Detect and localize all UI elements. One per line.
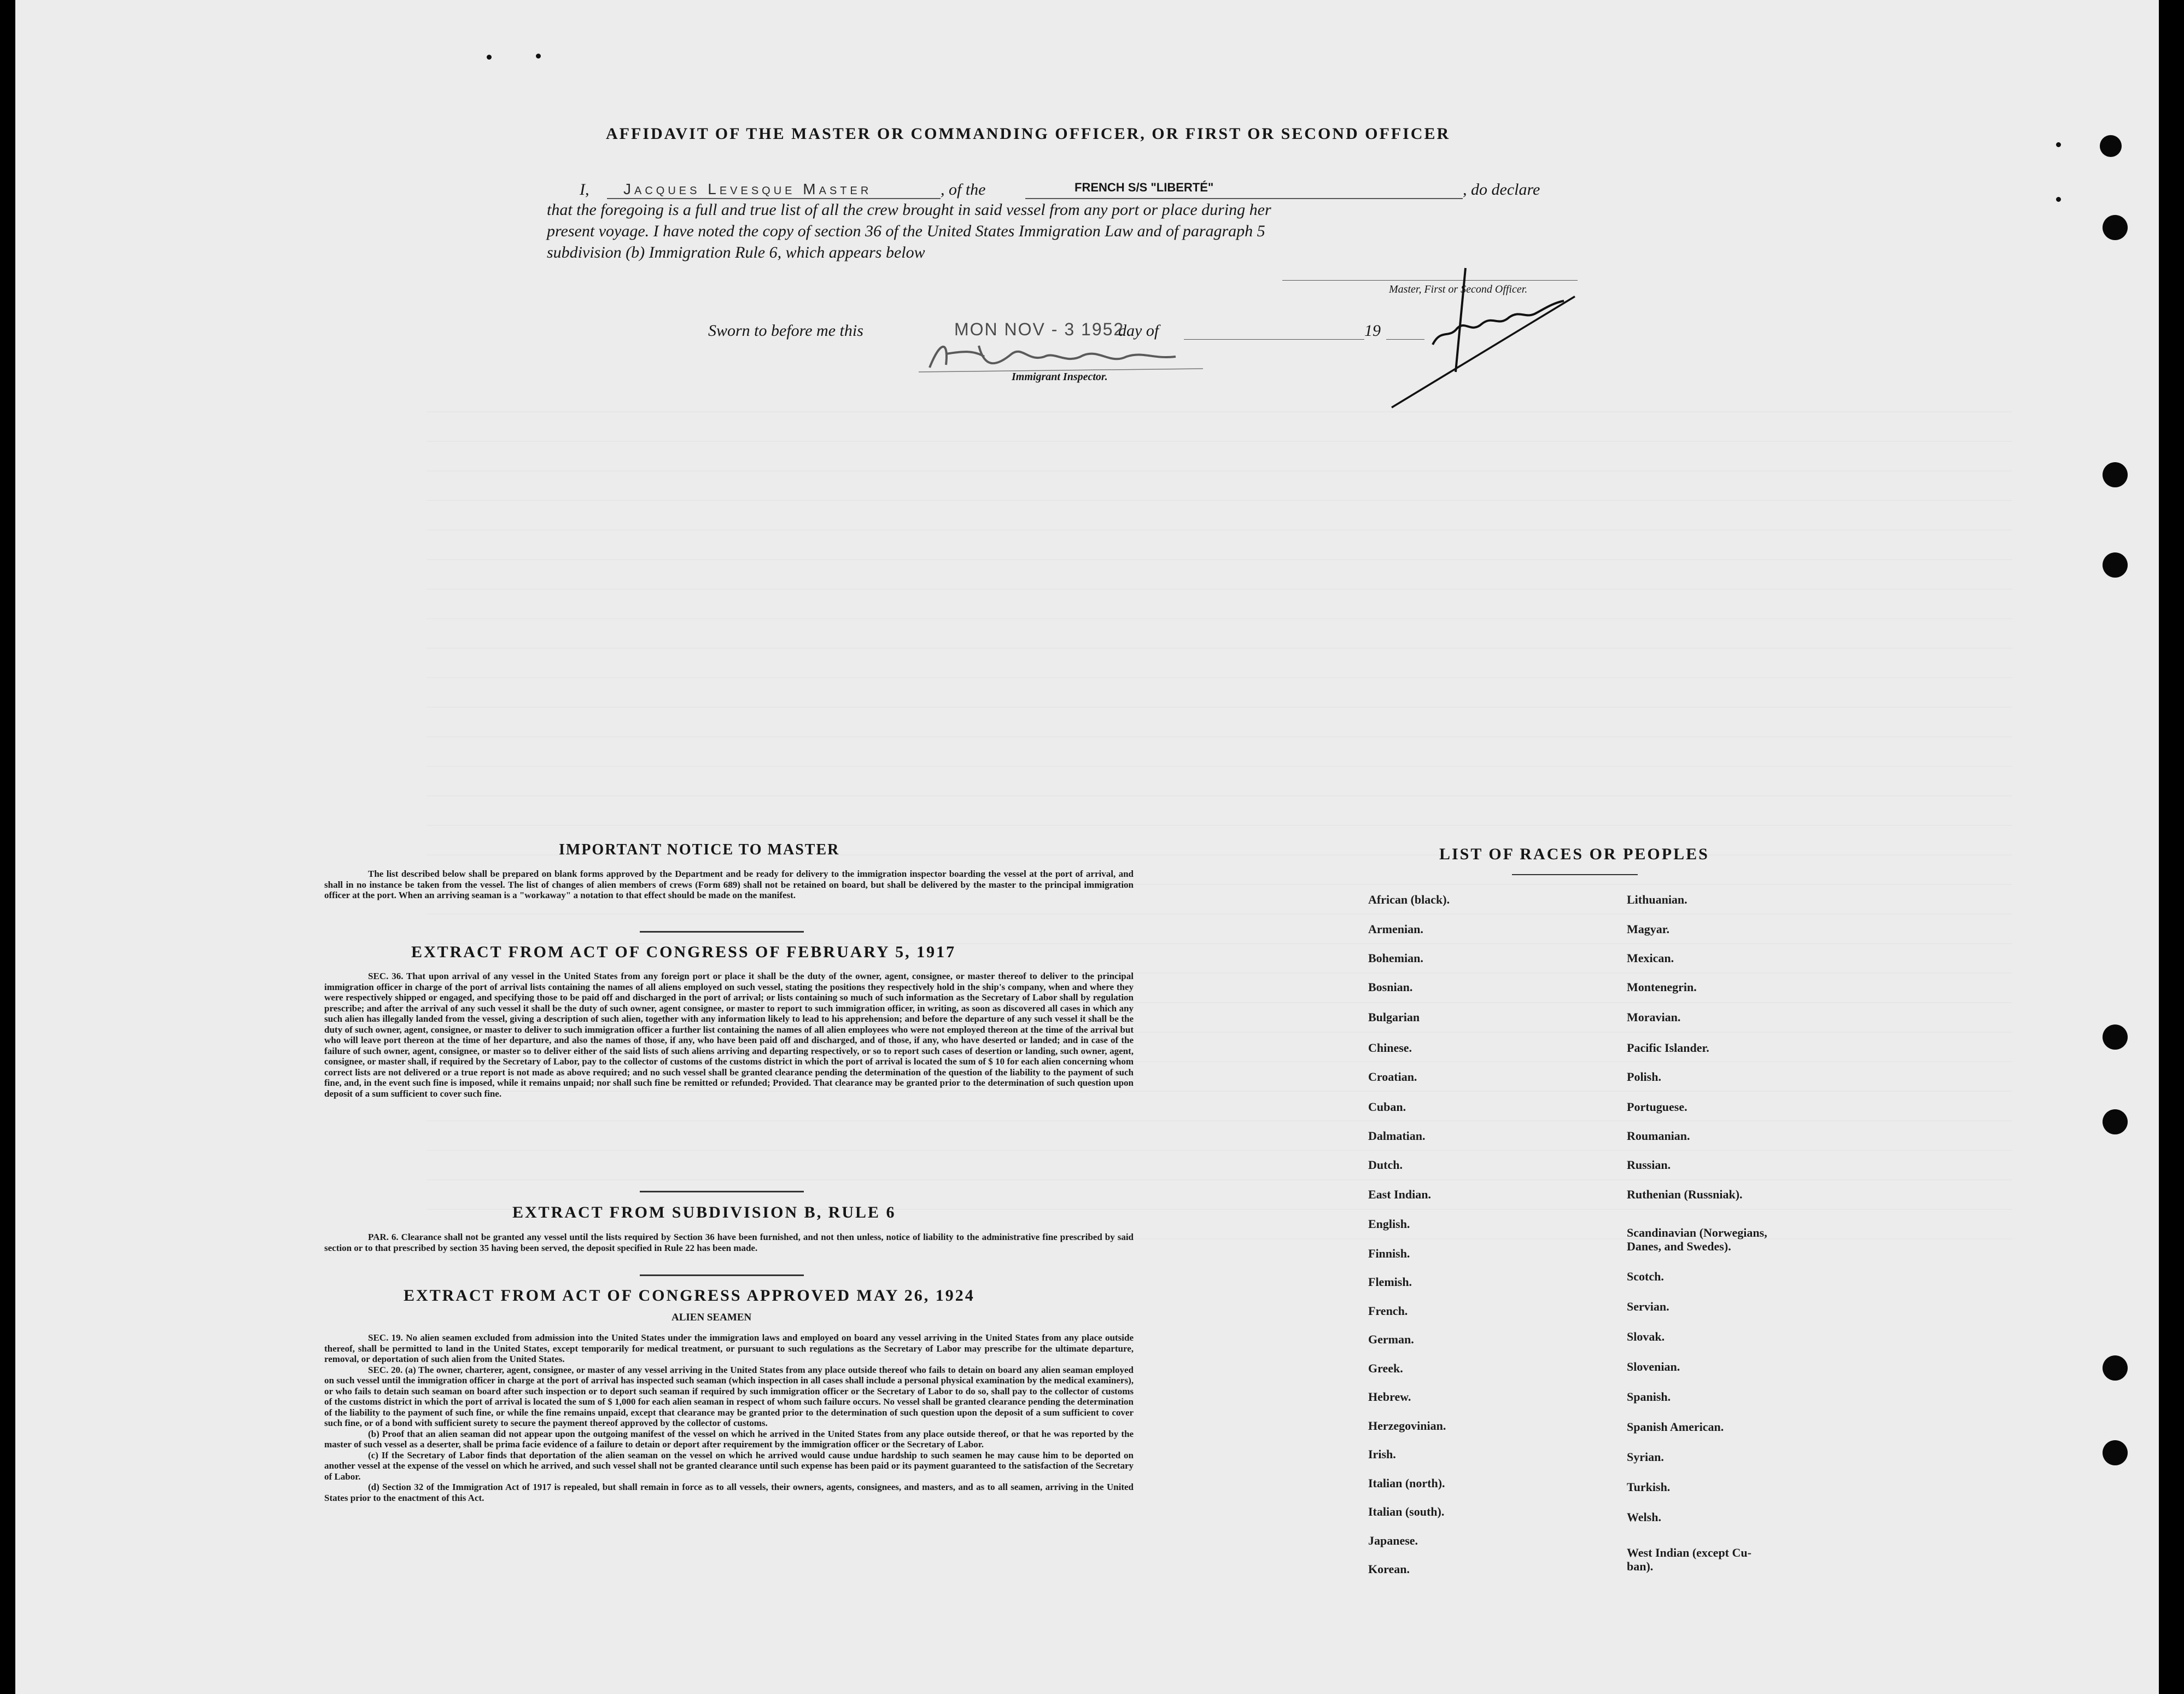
left-race-item: Italian (north). xyxy=(1368,1476,1445,1490)
right-race-item: Mexican. xyxy=(1627,951,1674,965)
affidavit-line-3: present voyage. I have noted the copy of section 36 of the United States Immigration Law and of paragraph 5 xyxy=(547,222,1265,240)
right-race-item: Russian. xyxy=(1627,1158,1671,1172)
section-divider xyxy=(640,1274,804,1276)
left-race-item: Dutch. xyxy=(1368,1158,1403,1172)
act-1917-text xyxy=(324,971,1134,1099)
day-of-text: day of xyxy=(1118,322,1159,340)
notice-title: IMPORTANT NOTICE TO MASTER xyxy=(559,841,840,858)
left-race-item: Flemish. xyxy=(1368,1275,1412,1289)
right-race-item: Slovak. xyxy=(1627,1330,1665,1343)
faint-bleedthrough xyxy=(427,383,2012,1258)
right-race-item: Moravian. xyxy=(1627,1010,1681,1024)
left-race-item: Japanese. xyxy=(1368,1534,1418,1547)
act-1924-paragraph: (c) If the Secretary of Labor finds that deportation of the alien seaman on the vessel on which he arrived would cause undue hardship to such seamen he may cause him to be deported on another vessel at the expense of the vessel on which he arrived, and such vessel shall not be granted clearance until such expense has been paid or its payment guaranteed to the satisfaction of the Secretary of Labor. xyxy=(324,1449,1134,1482)
left-race-item: Chinese. xyxy=(1368,1041,1412,1055)
binder-hole xyxy=(2103,215,2128,240)
right-race-item: Lithuanian. xyxy=(1627,893,1687,906)
left-race-item: Bohemian. xyxy=(1368,951,1423,965)
section-divider xyxy=(1512,874,1638,875)
left-race-item: Cuban. xyxy=(1368,1100,1406,1114)
left-race-item: Irish. xyxy=(1368,1447,1396,1461)
subdivision-b-text xyxy=(324,1232,1134,1253)
binder-hole xyxy=(2103,552,2128,578)
act-1924-paragraph: SEC. 19. No alien seamen excluded from admission into the United States under the immigration laws and employed on board any vessel arriving in the United States from any place outside thereof, shall be permitted to land in the United States, except temporarily for medical treatment, or pursuant to such regulations as the Secretary of Labor may prescribe for the ultimate departure, removal, or deportation of such alien from the United States. xyxy=(324,1332,1134,1364)
subdivision-b-paragraph: PAR. 6. Clearance shall not be granted any vessel until the lists required by Section 36 have been furnished, and not then unless, notice of liability to the administrative fine prescribed by said section or to that prescribed by section 35 having been served, the deposit specified in Rule 22 has been made. xyxy=(324,1232,1134,1253)
left-race-item: French. xyxy=(1368,1304,1408,1318)
affidavit-i: I, xyxy=(580,181,589,199)
left-race-item: Bulgarian xyxy=(1368,1010,1420,1024)
affidavit-line-2: that the foregoing is a full and true list of all the crew brought in said vessel from any port or place during her xyxy=(547,201,1271,219)
right-race-item: Montenegrin. xyxy=(1627,980,1697,994)
master-name-line xyxy=(607,198,941,199)
binder-hole xyxy=(2103,1024,2128,1050)
date-stamp: MON NOV - 3 1952 xyxy=(954,319,1125,339)
act-1917-paragraph: SEC. 36. That upon arrival of any vessel in the United States from any foreign port or place it shall be the duty of the owner, agent, consignee, or master thereof to deliver to the principal immigration officer in charge of the port of arrival lists containing the names of all aliens employed on such vessel, stating the positions they respectively hold in the ship's company, when and where they were respectively shipped or engaged, and specifying those to be paid off and discharged in the port of arrival; or lists containing so much of such information as the Secretary of Labor shall by regulation prescribe; and after the arrival of any such vessel it shall be the duty of such owner, agent consignee, or master to report to such immigration officer, in writing, as soon as discovered all cases in which any such alien has illegally landed from the vessel, giving a description of such alien, together with any information likely to lead to his apprehension; and before the departure of any such vessel it shall be the duty of such owner, agent, consignee, or master to deliver to such immigration officer a further list containing the names of all alien employees who were not employed thereon at the time of the arrival but who will leave port thereon at the time of her departure, and also the names of those, if any, who have been paid off and discharged, and of those, if any, who have deserted or landed; and in case of the failure of such owner, agent, consignee, or master so to deliver either of the said lists of such aliens arriving and departing respectively, or so to report such cases of desertion or landing, such owner, agent, consignee, or master shall, if required by the Secretary of Labor, pay to the collector of customs of the customs district in which the port of arrival is located the sum of $ 10 for each alien concerning whom correct lists are not delivered or a true report is not made as above required; and no such vessel shall be granted clearance pending the determination of the question of the liability to the payment of such fine, and, in the event such fine is imposed, while it remains unpaid; nor shall such fine be remitted or refunded; Provided. That clearance may be granted prior to the determination of such question upon deposit of a sum sufficient to cover such fine. xyxy=(324,971,1134,1099)
ink-speck xyxy=(2056,142,2061,147)
races-title: LIST OF RACES OR PEOPLES xyxy=(1439,845,1709,863)
right-race-item: West Indian (except Cu- xyxy=(1627,1546,1751,1559)
vessel-name: FRENCH S/S "LIBERTÉ" xyxy=(1075,181,1214,194)
sworn-text: Sworn to before me this xyxy=(708,322,863,340)
vessel-name-line xyxy=(1025,198,1463,199)
act-1924-paragraph: (d) Section 32 of the Immigration Act of 1917 is repealed, but shall remain in force as to all vessels, their owners, agents, consignees, and masters, and as to all seamen, arriving in the United States prior to the enactment of this Act. xyxy=(324,1482,1134,1503)
right-race-item: Danes, and Swedes). xyxy=(1627,1239,1731,1253)
binder-hole xyxy=(2103,1440,2128,1465)
master-signature xyxy=(1389,263,1586,416)
section-divider xyxy=(640,1191,804,1192)
left-race-item: East Indian. xyxy=(1368,1187,1431,1201)
right-race-item: Servian. xyxy=(1627,1300,1669,1313)
affidavit-line-4: subdivision (b) Immigration Rule 6, which appears below xyxy=(547,243,925,261)
act-1924-text xyxy=(324,1332,1134,1503)
subdivision-b-title: EXTRACT FROM SUBDIVISION B, RULE 6 xyxy=(512,1203,896,1221)
of-the-text: , of the xyxy=(941,181,986,199)
do-declare-text: , do declare xyxy=(1463,181,1540,199)
right-race-item: Polish. xyxy=(1627,1070,1661,1084)
act-1924-subtitle: ALIEN SEAMEN xyxy=(671,1312,752,1323)
ink-speck xyxy=(487,55,492,60)
right-race-item: Spanish American. xyxy=(1627,1420,1724,1434)
left-race-item: Finnish. xyxy=(1368,1247,1410,1260)
right-race-item: Spanish. xyxy=(1627,1390,1671,1404)
binder-hole xyxy=(2103,462,2128,487)
year-prefix: 19 xyxy=(1364,322,1381,340)
act-1917-title: EXTRACT FROM ACT OF CONGRESS OF FEBRUARY 5, 1917 xyxy=(411,943,956,961)
right-race-item: Portuguese. xyxy=(1627,1100,1687,1114)
left-race-item: African (black). xyxy=(1368,893,1450,906)
left-race-item: Herzegovinian. xyxy=(1368,1419,1446,1433)
right-race-item: Slovenian. xyxy=(1627,1360,1680,1373)
left-race-item: Armenian. xyxy=(1368,922,1423,936)
left-race-item: Dalmatian. xyxy=(1368,1129,1426,1143)
section-divider xyxy=(640,931,804,933)
right-race-item: Pacific Islander. xyxy=(1627,1041,1709,1055)
officer-caption: Master, First or Second Officer. xyxy=(1389,283,1528,295)
notice-paragraph: The list described below shall be prepared on blank forms approved by the Department and be ready for delivery to the immigration inspector boarding the vessel at the port of arrival, and shall in no instance be taken from the vessel. The list of changes of alien members of crews (Form 689) shall not be retained on board, but shall be delivered by the master to the principal immigration officer at the port. When an arriving seaman is a "workaway" a notation to that effect should be made on the manifest. xyxy=(324,869,1134,900)
right-race-item: Scotch. xyxy=(1627,1270,1664,1283)
act-1924-title: EXTRACT FROM ACT OF CONGRESS APPROVED MAY 26, 1924 xyxy=(404,1286,975,1305)
ink-speck xyxy=(536,54,541,59)
master-name: Jacques Levesque Master xyxy=(623,181,872,197)
right-race-item: Ruthenian (Russniak). xyxy=(1627,1187,1743,1201)
binder-hole xyxy=(2100,135,2122,157)
left-race-item: Hebrew. xyxy=(1368,1390,1411,1404)
left-race-item: English. xyxy=(1368,1217,1410,1231)
right-race-item: Turkish. xyxy=(1627,1480,1671,1494)
right-race-item: Scandinavian (Norwegians, xyxy=(1627,1226,1767,1239)
inspector-caption: Immigrant Inspector. xyxy=(1012,371,1108,383)
ink-speck xyxy=(2056,197,2061,202)
left-race-item: Bosnian. xyxy=(1368,980,1413,994)
act-1924-paragraph: SEC. 20. (a) The owner, charterer, agent, consignee, or master of any vessel arriving in the United States from any place outside thereof who fails to detain on board any alien seaman employed on such vessel until the immigration officer in charge at the port of arrival has inspected such seaman (which inspection in all cases shall include a personal physical examination by the medical examiners), or who fails to detain such seaman on board after such inspection or to deport such seaman if required by such immigration officer or the Secretary of Labor to do so, shall pay to the collector of customs of the customs district in which the port of arrival is located the sum of $ 1,000 for each alien seaman in respect of whom such failure occurs. No vessel shall be granted clearance pending the determination of the liability to the payment of such fine, or while the fine remains unpaid, except that clearance may be granted prior to the determination of such question upon the deposit of a sum sufficient to cover such fine, or of a bond with sufficient surety to secure the payment thereof approved by the collector of customs. xyxy=(324,1364,1134,1428)
right-race-item: Roumanian. xyxy=(1627,1129,1690,1143)
right-race-item: Magyar. xyxy=(1627,922,1670,936)
left-race-item: Greek. xyxy=(1368,1361,1403,1375)
left-race-item: Korean. xyxy=(1368,1562,1410,1576)
affidavit-title: AFFIDAVIT OF THE MASTER OR COMMANDING OFFICER, OR FIRST OR SECOND OFFICER xyxy=(606,125,1451,143)
act-1924-paragraph: (b) Proof that an alien seaman did not appear upon the outgoing manifest of the vessel on which he arrived in the United States from any place outside thereof, or that he was reported by the master of such vessel as a deserter, shall be prima facie evidence of a failure to detain or deport after requirement by the immigration officer or the Secretary of Labor. xyxy=(324,1428,1134,1449)
right-race-item: ban). xyxy=(1627,1559,1654,1573)
binder-hole xyxy=(2103,1109,2128,1134)
binder-hole xyxy=(2103,1355,2128,1381)
right-race-item: Welsh. xyxy=(1627,1510,1661,1524)
notice-text xyxy=(324,869,1134,901)
left-race-item: Italian (south). xyxy=(1368,1505,1445,1518)
right-race-item: Syrian. xyxy=(1627,1450,1664,1464)
left-race-item: Croatian. xyxy=(1368,1070,1417,1084)
left-race-item: German. xyxy=(1368,1332,1414,1346)
